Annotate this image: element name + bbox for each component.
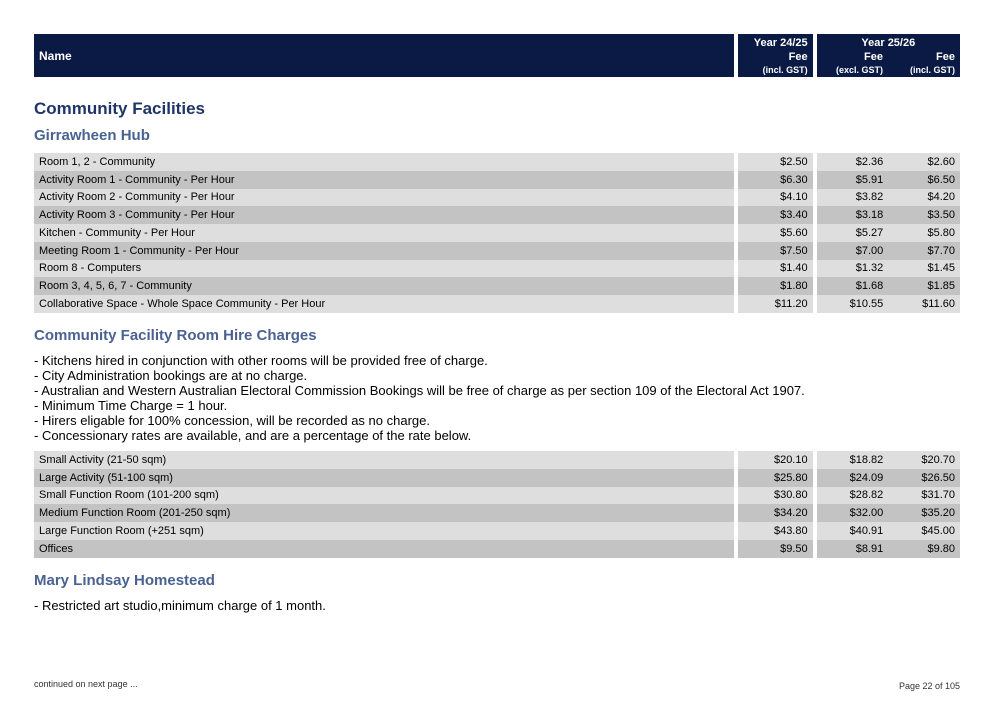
fee-2526-incl: $45.00 bbox=[888, 522, 960, 540]
fee-2526-excl: $3.82 bbox=[817, 189, 889, 207]
fee-2425-incl: $9.50 bbox=[738, 540, 813, 558]
fee-2425-incl: $1.40 bbox=[738, 260, 813, 278]
fee-2526-excl: $28.82 bbox=[817, 487, 889, 505]
table-row bbox=[34, 260, 960, 278]
fee-2526-incl: $35.20 bbox=[888, 504, 960, 522]
header-year-2425 bbox=[738, 34, 813, 77]
note-line: - Kitchens hired in conjunction with other rooms will be provided free of charge. bbox=[34, 353, 488, 368]
fee-2425-incl: $25.80 bbox=[738, 469, 813, 487]
table-header bbox=[34, 34, 960, 77]
fee-2526-excl: $5.91 bbox=[817, 171, 889, 189]
fee-name: Offices bbox=[34, 540, 734, 558]
year2-fee-incl-label: Fee bbox=[936, 51, 955, 63]
fee-2425-incl: $43.80 bbox=[738, 522, 813, 540]
mary-lindsay-notes bbox=[34, 598, 326, 613]
section-title: Community Facilities bbox=[34, 99, 205, 118]
year2-excl-gst: (excl. GST) bbox=[835, 65, 883, 75]
fee-2526-incl: $31.70 bbox=[888, 487, 960, 505]
table-row bbox=[34, 171, 960, 189]
fee-2526-incl: $11.60 bbox=[888, 295, 960, 313]
fee-2425-incl: $5.60 bbox=[738, 224, 813, 242]
table-row bbox=[34, 522, 960, 540]
fee-2526-incl: $5.80 bbox=[888, 224, 960, 242]
fee-2526-incl: $7.70 bbox=[888, 242, 960, 260]
note-line: - Restricted art studio,minimum charge of 1 month. bbox=[34, 598, 326, 613]
fee-2526-incl: $1.85 bbox=[888, 277, 960, 295]
year2-incl-gst: (incl. GST) bbox=[910, 65, 955, 75]
girrawheen-title: Girrawheen Hub bbox=[34, 127, 150, 144]
fee-2425-incl: $6.30 bbox=[738, 171, 813, 189]
note-line: - Australian and Western Australian Electoral Commission Bookings will be free of charge as per section 109 of the Electoral Act 1907. bbox=[34, 383, 805, 398]
fee-2526-excl: $40.91 bbox=[817, 522, 889, 540]
fee-2526-incl: $26.50 bbox=[888, 469, 960, 487]
fee-name: Activity Room 1 - Community - Per Hour bbox=[34, 171, 734, 189]
fee-2526-excl: $2.36 bbox=[817, 153, 889, 171]
fee-2425-incl: $2.50 bbox=[738, 153, 813, 171]
table-row bbox=[34, 295, 960, 313]
mary-lindsay-title: Mary Lindsay Homestead bbox=[34, 572, 215, 589]
fee-name: Large Function Room (+251 sqm) bbox=[34, 522, 734, 540]
fee-name: Activity Room 3 - Community - Per Hour bbox=[34, 206, 734, 224]
fee-2526-excl: $24.09 bbox=[817, 469, 889, 487]
year1-fee-label: Fee bbox=[788, 51, 808, 63]
fee-2526-excl: $10.55 bbox=[817, 295, 889, 313]
fee-2526-incl: $9.80 bbox=[888, 540, 960, 558]
fee-2526-excl: $18.82 bbox=[817, 451, 889, 469]
fee-name: Room 8 - Computers bbox=[34, 260, 734, 278]
fee-2425-incl: $7.50 bbox=[738, 242, 813, 260]
fee-2526-excl: $5.27 bbox=[817, 224, 889, 242]
fee-name: Room 1, 2 - Community bbox=[34, 153, 734, 171]
fee-2425-incl: $20.10 bbox=[738, 451, 813, 469]
table-row bbox=[34, 153, 960, 171]
room-hire-notes bbox=[34, 353, 805, 443]
continued-note: continued on next page ... bbox=[34, 679, 138, 689]
table-row bbox=[34, 451, 960, 469]
fee-2526-incl: $20.70 bbox=[888, 451, 960, 469]
fee-2526-incl: $2.60 bbox=[888, 153, 960, 171]
note-line: - Concessionary rates are available, and are a percentage of the rate below. bbox=[34, 428, 472, 443]
fee-2526-incl: $6.50 bbox=[888, 171, 960, 189]
girrawheen-fee-table bbox=[34, 153, 960, 313]
fee-2526-incl: $3.50 bbox=[888, 206, 960, 224]
fee-name: Room 3, 4, 5, 6, 7 - Community bbox=[34, 277, 734, 295]
fee-2526-excl: $1.32 bbox=[817, 260, 889, 278]
fee-name: Medium Function Room (201-250 sqm) bbox=[34, 504, 734, 522]
fee-name: Activity Room 2 - Community - Per Hour bbox=[34, 189, 734, 207]
table-row bbox=[34, 469, 960, 487]
year1-incl-gst: (incl. GST) bbox=[762, 65, 808, 75]
fee-name: Small Function Room (101-200 sqm) bbox=[34, 487, 734, 505]
room-hire-fee-table bbox=[34, 451, 960, 558]
fee-name: Small Activity (21-50 sqm) bbox=[34, 451, 734, 469]
fee-name: Large Activity (51-100 sqm) bbox=[34, 469, 734, 487]
fee-2526-excl: $3.18 bbox=[817, 206, 889, 224]
table-row bbox=[34, 540, 960, 558]
table-row bbox=[34, 189, 960, 207]
fee-2425-incl: $30.80 bbox=[738, 487, 813, 505]
table-row bbox=[34, 277, 960, 295]
fee-name: Meeting Room 1 - Community - Per Hour bbox=[34, 242, 734, 260]
year1-label: Year 24/25 bbox=[753, 37, 808, 49]
page-number: Page 22 of 105 bbox=[898, 681, 960, 691]
header-name: Name bbox=[34, 34, 734, 77]
note-line: - Minimum Time Charge = 1 hour. bbox=[34, 398, 228, 413]
room-hire-title: Community Facility Room Hire Charges bbox=[34, 327, 317, 344]
note-line: - Hirers eligable for 100% concession, will be recorded as no charge. bbox=[34, 413, 430, 428]
year2-label: Year 25/26 bbox=[861, 37, 916, 49]
fee-2425-incl: $3.40 bbox=[738, 206, 813, 224]
header-year-2526 bbox=[817, 34, 960, 77]
fee-2425-incl: $4.10 bbox=[738, 189, 813, 207]
table-row bbox=[34, 242, 960, 260]
table-row bbox=[34, 504, 960, 522]
fee-2526-excl: $7.00 bbox=[817, 242, 889, 260]
fee-2526-incl: $1.45 bbox=[888, 260, 960, 278]
fee-2526-excl: $32.00 bbox=[817, 504, 889, 522]
fee-2526-incl: $4.20 bbox=[888, 189, 960, 207]
fee-name: Collaborative Space - Whole Space Community - Per Hour bbox=[34, 295, 734, 313]
fee-2526-excl: $1.68 bbox=[817, 277, 889, 295]
fee-name: Kitchen - Community - Per Hour bbox=[34, 224, 734, 242]
fee-2425-incl: $11.20 bbox=[738, 295, 813, 313]
fee-2425-incl: $1.80 bbox=[738, 277, 813, 295]
fee-2425-incl: $34.20 bbox=[738, 504, 813, 522]
note-line: - City Administration bookings are at no charge. bbox=[34, 368, 308, 383]
table-row bbox=[34, 224, 960, 242]
table-row bbox=[34, 487, 960, 505]
table-row bbox=[34, 206, 960, 224]
year2-fee-excl-label: Fee bbox=[864, 51, 883, 63]
fee-2526-excl: $8.91 bbox=[817, 540, 889, 558]
